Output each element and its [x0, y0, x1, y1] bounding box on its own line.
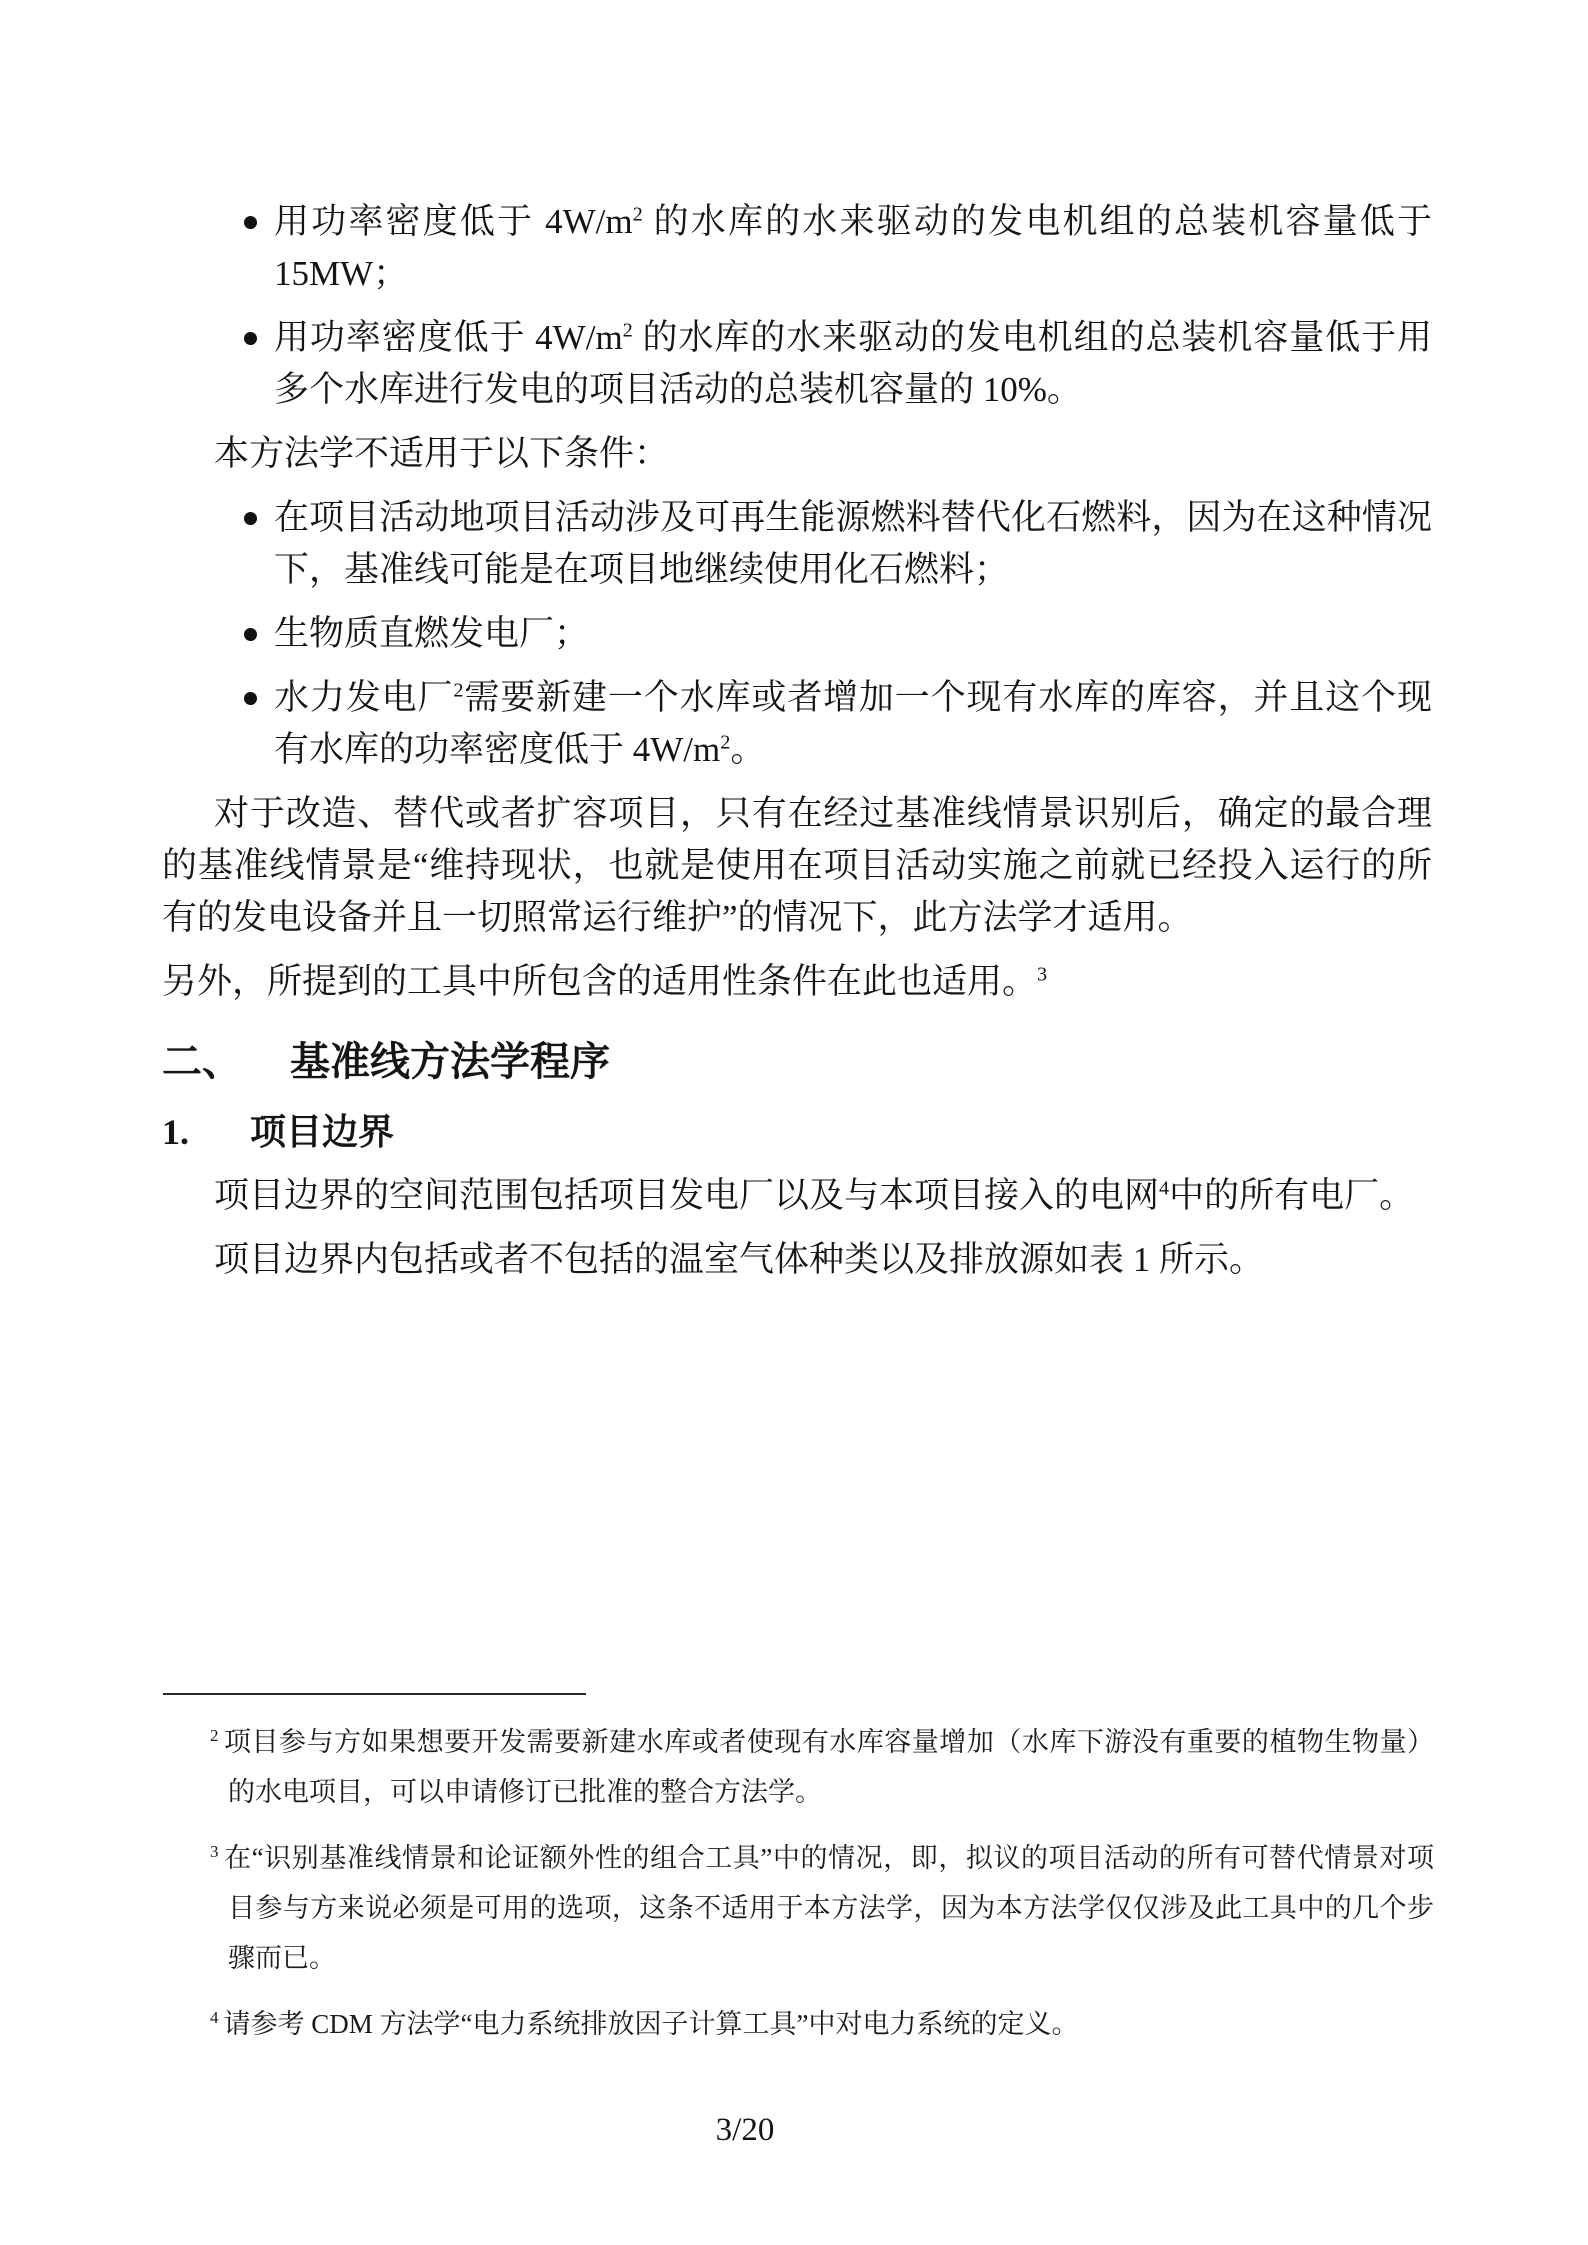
retrofit-paragraph: 对于改造、替代或者扩容项目，只有在经过基准线情景识别后，确定的最合理的基准线情景是“维持现状，也就是使用在项目活动实施之前就已经投入运行的所有的发电设备并且一切照常运行维护”的情况下，此方法学才适用。 — [162, 794, 1432, 937]
footnote-separator — [163, 1693, 586, 1695]
superscript: 2 — [622, 319, 633, 342]
bullet-power-density-15mw — [162, 196, 1432, 300]
bullet-text: 需要新建一个水库或者增加一个现有水库的库容，并且这个现有水库的功率密度低于 4W/m — [274, 678, 1432, 769]
footnote-2 — [162, 1717, 1434, 1817]
paragraph-text: 中的所有电厂。 — [1169, 1176, 1415, 1215]
page-body — [162, 184, 1432, 1286]
footnote-marker: 2 — [210, 1726, 219, 1745]
bullet-text: 生物质直燃发电厂； — [274, 614, 590, 653]
bullet-hydro-reservoir — [162, 672, 1432, 776]
boundary-ghg-paragraph: 项目边界内包括或者不包括的温室气体种类以及排放源如表 1 所示。 — [214, 1240, 1265, 1279]
conditions-intro-paragraph: 本方法学不适用于以下条件： — [214, 434, 670, 473]
footnote-marker: 3 — [210, 1842, 219, 1861]
bullet-text: 在项目活动地项目活动涉及可再生能源燃料替代化石燃料，因为在这种情况下，基准线可能是在项目地继续使用化石燃料； — [274, 498, 1432, 589]
bullet-text: 的水库的水来驱动的发电机组的总装机容量低于 15MW； — [274, 202, 1432, 293]
footnote-text: 项目参与方如果想要开发需要新建水库或者使现有水库容量增加（水库下游没有重要的植物生物量）的水电项目，可以申请修订已批准的整合方法学。 — [223, 1727, 1434, 1807]
subsection-title: 项目边界 — [250, 1112, 395, 1152]
page-number: 3/20 — [715, 2112, 775, 2148]
superscript: 2 — [632, 203, 643, 226]
superscript: 2 — [720, 731, 731, 754]
bullet-text: 用功率密度低于 4W/m — [274, 318, 623, 357]
footnote-ref-3: 3 — [1037, 963, 1048, 986]
section-heading-baseline-methodology — [162, 1034, 1432, 1090]
bullet-biomass-plant — [162, 608, 1432, 660]
footnote-marker: 4 — [210, 2008, 219, 2027]
footnotes-section — [162, 1693, 1434, 2065]
footnote-4 — [162, 1999, 1434, 2049]
boundary-scope-paragraph — [162, 1170, 1432, 1222]
footnote-ref-2: 2 — [453, 679, 464, 702]
bullet-power-density-10pct — [162, 312, 1432, 416]
section-number: 二、 — [162, 1039, 242, 1084]
subsection-heading-project-boundary — [162, 1106, 1432, 1158]
bullet-text: 用功率密度低于 4W/m — [274, 202, 633, 241]
footnote-3 — [162, 1833, 1434, 1983]
bullet-text: 。 — [730, 730, 766, 769]
tools-applicability-paragraph — [162, 956, 1432, 1008]
footnote-text: 请参考 CDM 方法学“电力系统排放因子计算工具”中对电力系统的定义。 — [223, 2009, 1079, 2039]
footnote-ref-4: 4 — [1159, 1177, 1170, 1200]
subsection-number: 1. — [162, 1112, 189, 1152]
bullet-text: 水力发电厂 — [274, 678, 454, 717]
applicability-threshold-list — [162, 196, 1432, 416]
section-title: 基准线方法学程序 — [290, 1039, 610, 1084]
bullet-renewable-fuel-substitution — [162, 492, 1432, 596]
paragraph-text: 项目边界的空间范围包括项目发电厂以及与本项目接入的电网 — [214, 1176, 1160, 1215]
exclusion-conditions-list — [162, 492, 1432, 776]
bullet-text: 的水库的水来驱动的发电机组的总装机容量低于用多个水库进行发电的项目活动的总装机容量的 10%。 — [274, 318, 1432, 409]
footnote-text: 在“识别基准线情景和论证额外性的组合工具”中的情况，即，拟议的项目活动的所有可替代情景对项目参与方来说必须是可用的选项，这条不适用于本方法学，因为本方法学仅仅涉及此工具中的几个步骤而已。 — [223, 1843, 1434, 1973]
paragraph-text: 另外，所提到的工具中所包含的适用性条件在此也适用。 — [162, 962, 1038, 1001]
